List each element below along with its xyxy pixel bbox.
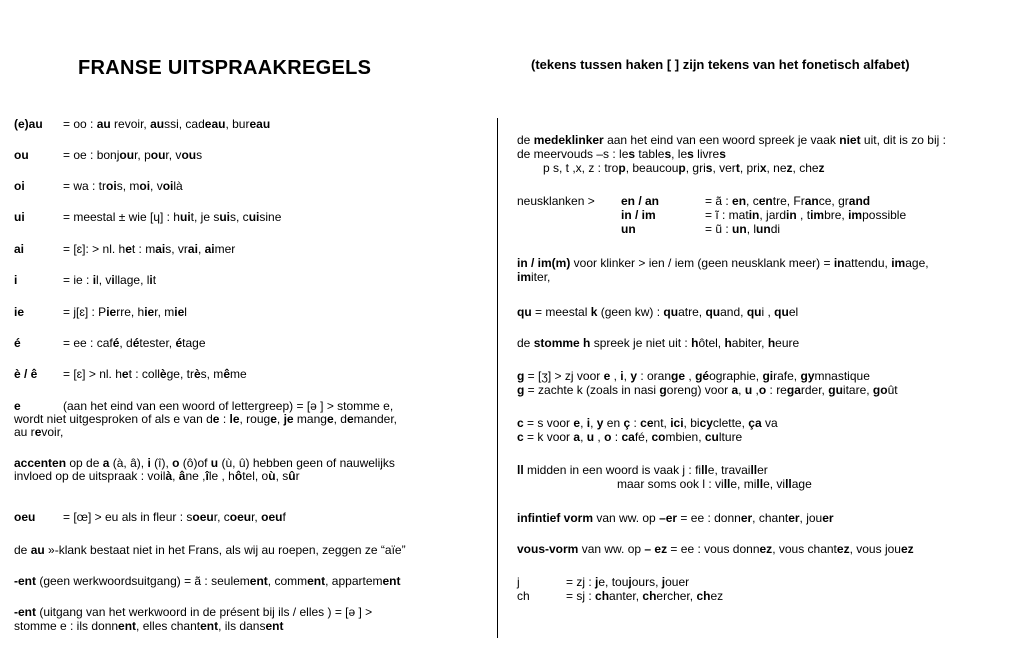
rule-text: g = zachte k (zoals in nasi goreng) voor a, u ,o : regarder, guitare, goût [517,383,898,397]
rule-label: e [14,399,21,413]
rule-text: c = s voor e, i, y en ç : cent, ici, bicyclette, ça va [517,416,778,430]
rule-label: è / ê [14,367,38,381]
rule-text: = oe : bonjour, pour, vous [63,148,203,162]
rule-text: = ã : en, centre, France, grand [705,194,871,208]
rule-text: = sj : chanter, chercher, chez [566,589,724,603]
rule-label: ai [14,242,25,256]
rule-text: = wa : trois, moi, voilà [63,179,183,193]
rule-text: invloed op de uitspraak : voilà, âne ,île , hôtel, où, sûr [14,469,300,483]
rule-label: en / an [621,194,660,208]
rule-label: ui [14,210,25,224]
rule-label: (e)au [14,117,43,131]
rule-text: = oo : au revoir, aussi, cadeau, bureau [63,117,271,131]
rule-label: oi [14,179,25,193]
rule-text: de meervouds –s : les tables, les livres [517,147,726,161]
rule-text: p s, t ,x, z : trop, beaucoup, gris, vert, prix, nez, chez [543,161,825,175]
rule-text: j [517,575,520,589]
rule-text: ll midden in een woord is vaak j : fille, travailler [517,463,768,477]
rule-text: = meestal ± wie [ɥ] : huit, je suis, cuisine [63,210,282,224]
rule-text: = zj : je, toujours, jouer [566,575,690,589]
rule-label: ie [14,305,25,319]
rule-text: = ee : café, détester, étage [63,336,206,350]
rule-text: imiter, [517,270,551,284]
rule-text: infintief vorm van ww. op –er = ee : donner, chanter, jouer [517,511,834,525]
rule-text: wordt niet uitgesproken of als e van de : le, rouge, je mange, demander, [14,412,398,426]
rule-label: un [621,222,636,236]
rule-text: de au »-klank bestaat niet in het Frans, als wij au roepen, zeggen ze “aïe” [14,543,406,557]
rule-text: de medeklinker aan het eind van een woord spreek je vaak niet uit, dit is zo bij : [517,133,946,147]
rule-text: = ie : il, village, lit [63,273,157,287]
rule-text: accenten op de a (à, â), i (î), o (ô)of u (ù, û) hebben geen of nauwelijks [14,456,395,470]
rule-text: stomme e : ils donnent, elles chantent, ils dansent [14,619,284,633]
rule-text: au revoir, [14,425,64,439]
rule-label: i [14,273,18,287]
rule-text: = ĩ : matin, jardin , timbre, impossible [705,208,907,222]
rule-text: = [ɛ] > nl. het : collège, très, même [63,367,247,381]
rule-text: = [ɛ]: > nl. het : mais, vrai, aimer [63,242,236,256]
rule-text: c = k voor a, u , o : café, combien, culture [517,430,743,444]
rule-label: ou [14,148,29,162]
rule-text: -ent (uitgang van het werkwoord in de présent bij ils / elles ) = [ə ] > [14,605,373,619]
rule-label: in / im [621,208,656,222]
rule-text: (aan het eind van een woord of lettergreep) = [ə ] > stomme e, [63,399,394,413]
rule-text: in / im(m) voor klinker > ien / iem (geen neusklank meer) = inattendu, image, [517,256,929,270]
rule-text: qu = meestal k (geen kw) : quatre, quand, qui , quel [517,305,799,319]
rule-text: = ũ : un, lundi [705,222,781,236]
rule-text: neusklanken > [517,194,595,208]
rule-text: = [œ] > eu als in fleur : soeur, coeur, oeuf [63,510,286,524]
rule-label: é [14,336,21,350]
rule-text: vous-vorm van ww. op – ez = ee : vous donnez, vous chantez, vous jouez [517,542,914,556]
rule-text: -ent (geen werkwoordsuitgang) = ã : seulement, comment, appartement [14,574,401,588]
rule-text: maar soms ook l : ville, mille, village [617,477,812,491]
column-divider [497,118,498,638]
rule-label: oeu [14,510,36,524]
rule-text: g = [ʒ] > zj voor e , i, y : orange , géographie, girafe, gymnastique [517,369,870,383]
rule-text: = j[ɛ] : Pierre, hier, miel [63,305,187,319]
rule-text: ch [517,589,530,603]
rule-text: de stomme h spreek je niet uit : hôtel, habiter, heure [517,336,800,350]
page-title: FRANSE UITSPRAAKREGELS [78,57,372,79]
page-subtitle: (tekens tussen haken [ ] zijn tekens van het fonetisch alfabet) [531,57,910,72]
